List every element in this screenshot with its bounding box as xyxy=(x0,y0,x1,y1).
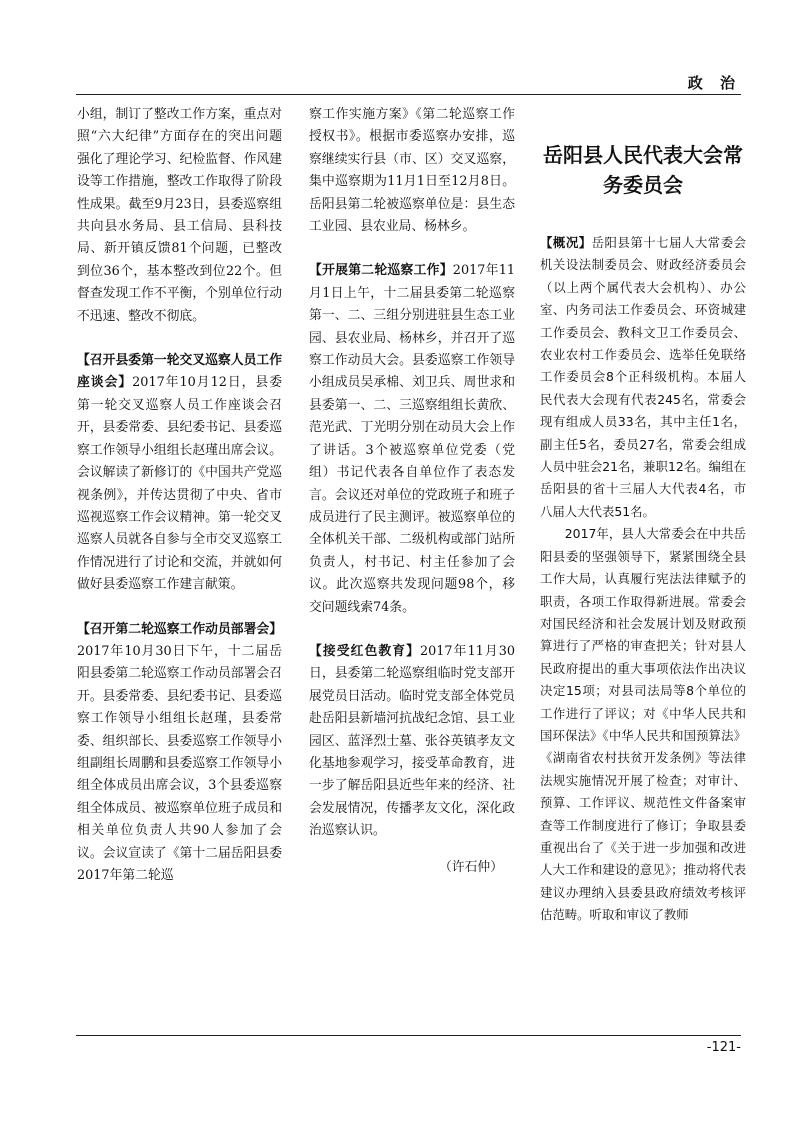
paragraph-body: 2017年10月30日下午，十二届岳阳县委第二轮巡察工作动员部署会召开。县委常委、县纪委书记、县委巡察工作领导小组组长赵瑾，县委常委、组织部长、县委巡察工作领导小组副组长周鹏和县委巡察工作领导小组全体成员出席会议，3个县委巡察组全体成员、被巡察单位班子成员和相关单位负责人共90人参加了会议。会议宣读了《第十二届岳阳县委2017年第二轮巡 xyxy=(77,643,282,883)
page-number: -121- xyxy=(706,1040,741,1055)
section-heading: 【召开第二轮巡察工作动员部署会】 xyxy=(77,621,282,637)
paragraph xyxy=(77,619,282,888)
section-label: 政 治 xyxy=(687,74,741,92)
column-3 xyxy=(540,232,746,927)
paragraph-body: 2017年10月12日，县委第一轮交叉巡察人员工作座谈会召开，县委常委、县纪委书记、县委巡察工作领导小组组长赵瑾出席会议。会议解读了新修订的《中国共产党巡视条例》，并传达贯彻了中央、省市巡视巡察工作会议精神。第一轮交叉巡察人员就各自参与全市交叉巡察工作情况进行了讨论和交流，并就如何做好县委巡察工作建言献策。 xyxy=(77,375,282,593)
paragraph xyxy=(309,641,515,843)
section-title: 岳阳县人民代表大会常务委员会 xyxy=(543,143,743,197)
section-heading: 【概况】 xyxy=(540,235,592,250)
footer-rule xyxy=(76,1035,741,1036)
paragraph xyxy=(309,260,515,619)
paragraph xyxy=(77,350,282,596)
author-credit: （许石仲） xyxy=(439,859,503,875)
paragraph-body: 2017年11月1日上午，十二届县委第二轮巡察第一、二、三组分别进驻县生态工业园、县农业局、杨林乡，并召开了巡察工作动员大会。县委巡察工作领导小组成员吴承棉、刘卫兵、周世求和县委第一、二、三巡察组组长黄欣、范光武、丁光明分别在动员大会上作了讲话。3个被巡察单位党委（党组）书记代表各自单位作了表态发言。会议还对单位的党政班子和班子成员进行了民主测评。被巡察单位的全体机关干部、二级机构或部门站所负责人，村书记、村主任参加了会议。此次巡察共发现问题98个，移交问题线索74条。 xyxy=(309,263,515,615)
paragraph-body: 岳阳县第十七届人大常委会机关设法制委员会、财政经济委员会（以上两个属代表大会机构）、办公室、内务司法工作委员会、环资城建工作委员会、教科文卫工作委员会、农业农村工作委员会、选举任免联络工作委员会8个正科级机构。本届人民代表大会现有代表245名，常委会现有组成人员33名，其中主任1名，副主任5名，委员27名，常委会组成人员中驻会21名，兼职12名。编组在岳阳县的省十三届人大代表4名，市八届人大代表51名。 xyxy=(540,235,747,519)
column-2 xyxy=(309,104,515,879)
header-rule xyxy=(76,94,741,95)
paragraph: 察工作实施方案》《第二轮巡察工作授权书》。根据市委巡察办安排，巡察继续实行县（市、区）交叉巡察，集中巡察期为11月1日至12月8日。岳阳县第二轮被巡察单位是：县生态工业园、县农业局、杨林乡。 xyxy=(309,107,515,235)
section-heading: 【接受红色教育】 xyxy=(309,643,420,659)
running-header xyxy=(0,66,793,96)
paragraph: 2017年，县人大常委会在中共岳阳县委的坚强领导下，紧紧围绕全县工作大局，认真履行宪法法律赋予的职责，各项工作取得新进展。常委会对国民经济和社会发展计划及财政预算进行了严格的审查把关；针对县人民政府提出的重大事项依法作出决议决定15项；对县司法局等8个单位的工作进行了评议；对《中华人民共和国环保法》《中华人民共和国预算法》《湖南省农村扶贫开发条例》等法律法规实施情况开展了检查；对审计、预算、工作评议、规范性文件备案审查等工作制度进行了修订；争取县委重视出台了《关于进一步加强和改进人大工作和建设的意见》；推动将代表建议办理纳入县委县政府绩效考核评估范畴。听取和审议了教师 xyxy=(540,526,746,923)
paragraph xyxy=(540,232,746,523)
paragraph: 小组，制订了整改工作方案，重点对照“六大纪律”方面存在的突出问题强化了理论学习、纪检监督、作风建设等工作措施，整改工作取得了阶段性成果。截至9月23日，县委巡察组共向县水务局、县工信局、县科技局、新开镇反馈81个问题，已整改到位36个，基本整改到位22个。但督查发现工作不平衡，个别单位行动不迅速、整改不彻底。 xyxy=(77,107,282,324)
paragraph-body: 2017年11月30日，县委第二轮巡察组临时党支部开展党员日活动。临时党支部全体党员赴岳阳县新墙河抗战纪念馆、县工业园区、蓝泽烈士墓、张谷英镇孝友文化基地参观学习，接受革命教育，进一步了解岳阳县近些年来的经济、社会发展情况，传播孝友文化，深化政治巡察认识。 xyxy=(309,643,515,839)
section-heading: 【开展第二轮巡察工作】 xyxy=(309,263,453,279)
section-heading: 【召开县委第一轮交叉巡察人员工作座谈会】 xyxy=(77,353,282,391)
column-1 xyxy=(77,104,282,887)
